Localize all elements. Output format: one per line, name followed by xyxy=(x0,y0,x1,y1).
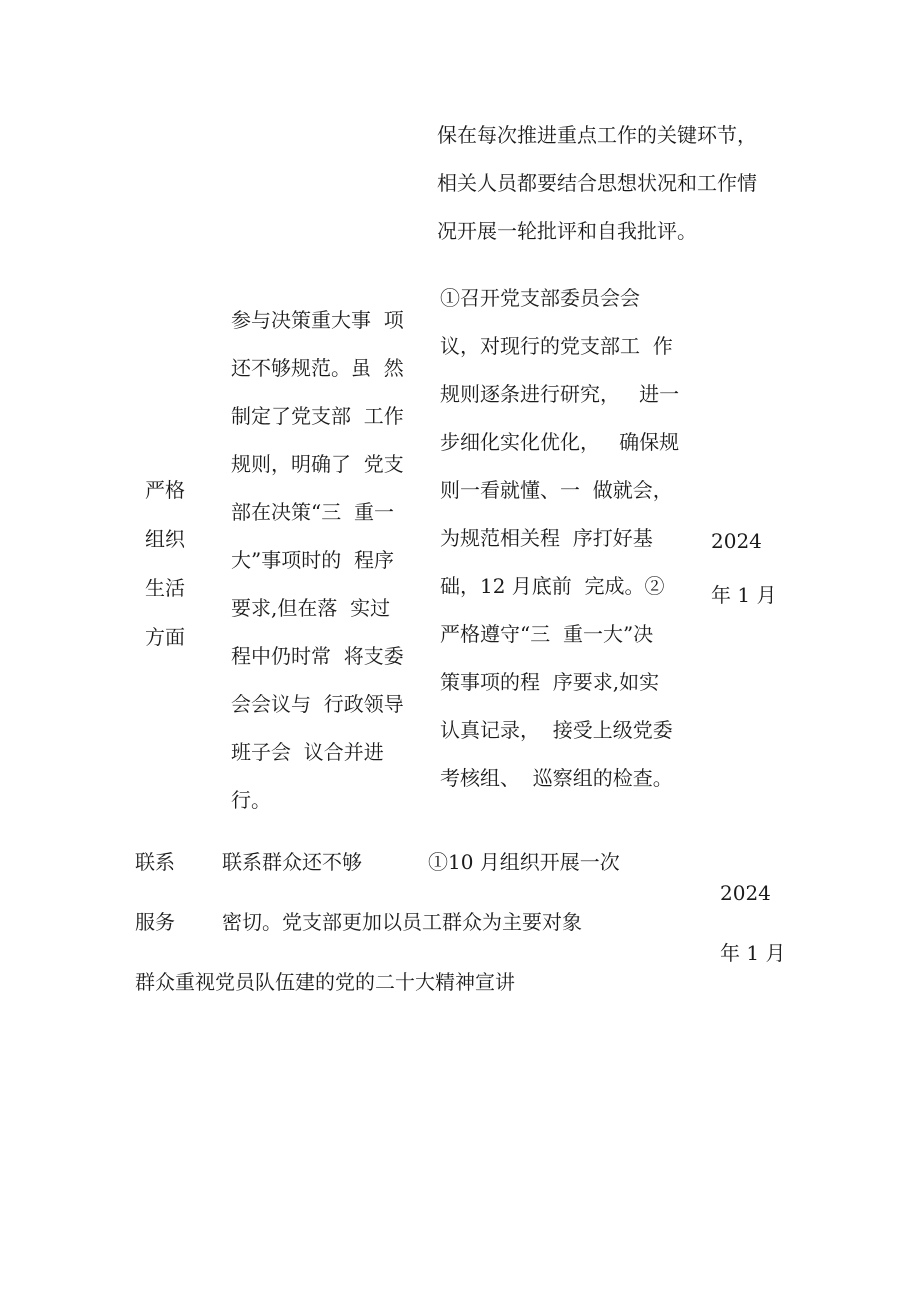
row-service-deadline-month: 年 1 月 xyxy=(720,941,786,965)
problem-line: 大”事项时的 程序 xyxy=(231,548,394,572)
row-service-category-1: 联系 xyxy=(135,850,175,874)
row-service-measure-1: ①10 月组织开展一次 xyxy=(428,850,620,874)
problem-line: 规则，明确了 党支 xyxy=(231,452,404,476)
problem-line: 会会议与 行政领导 xyxy=(231,692,404,716)
deadline-year: 2024 xyxy=(711,529,762,553)
category-line: 方面 xyxy=(145,625,185,649)
row-organization-category xyxy=(145,480,185,647)
row-service-problem-2: 密切。党支部更加以员工群众为主要对象 xyxy=(222,910,582,934)
problem-line: 参与决策重大事 项 xyxy=(231,308,404,332)
top-plan-text xyxy=(437,125,757,241)
measure-line: 严格遵守“三 重一大”决 xyxy=(440,622,654,646)
problem-line: 还不够规范。虽 然 xyxy=(231,356,404,380)
measure-line: 为规范相关程 序打好基 xyxy=(440,526,653,550)
measure-line: 议，对现行的党支部工 作 xyxy=(440,334,673,358)
measure-line: ①召开党支部委员会会 xyxy=(440,286,640,310)
row-service-deadline-year: 2024 xyxy=(720,881,771,905)
measure-line: 础，12 月底前 完成。② xyxy=(440,574,665,598)
text-line: 相关人员都要结合思想状况和工作情 xyxy=(437,171,757,195)
row-organization-measures xyxy=(440,288,679,788)
row-organization-deadline xyxy=(711,531,776,605)
row-service-category-2: 服务 xyxy=(135,910,175,934)
text-line: 保在每次推进重点工作的关键环节， xyxy=(437,123,757,147)
measure-line: 步细化实化优化， 确保规 xyxy=(440,430,680,454)
row-service-problem-1: 联系群众还不够 xyxy=(222,850,362,874)
problem-line: 要求,但在落 实过 xyxy=(231,596,391,620)
text-line: 况开展一轮批评和自我批评。 xyxy=(437,219,697,243)
category-line: 严格 xyxy=(145,478,185,502)
row-organization-problem xyxy=(231,310,404,810)
measure-line: 则一看就懂、一 做就会， xyxy=(440,478,673,502)
problem-line: 程中仍时常 将支委 xyxy=(231,644,404,668)
deadline-month: 年 1 月 xyxy=(711,583,777,607)
category-line: 生活 xyxy=(145,576,185,600)
measure-line: 规则逐条进行研究， 进一 xyxy=(440,382,680,406)
problem-line: 制定了党支部 工作 xyxy=(231,404,404,428)
measure-line: 考核组、 巡察组的检查。 xyxy=(440,766,673,790)
problem-line: 行。 xyxy=(231,788,271,812)
problem-line: 部在决策“三 重一 xyxy=(231,500,394,524)
row-service-trailing: 群众重视党员队伍建的党的二十大精神宣讲 xyxy=(135,970,515,994)
measure-line: 策事项的程 序要求,如实 xyxy=(440,670,660,694)
category-line: 组织 xyxy=(145,527,185,551)
measure-line: 认真记录， 接受上级党委 xyxy=(440,718,673,742)
problem-line: 班子会 议合并进 xyxy=(231,740,384,764)
